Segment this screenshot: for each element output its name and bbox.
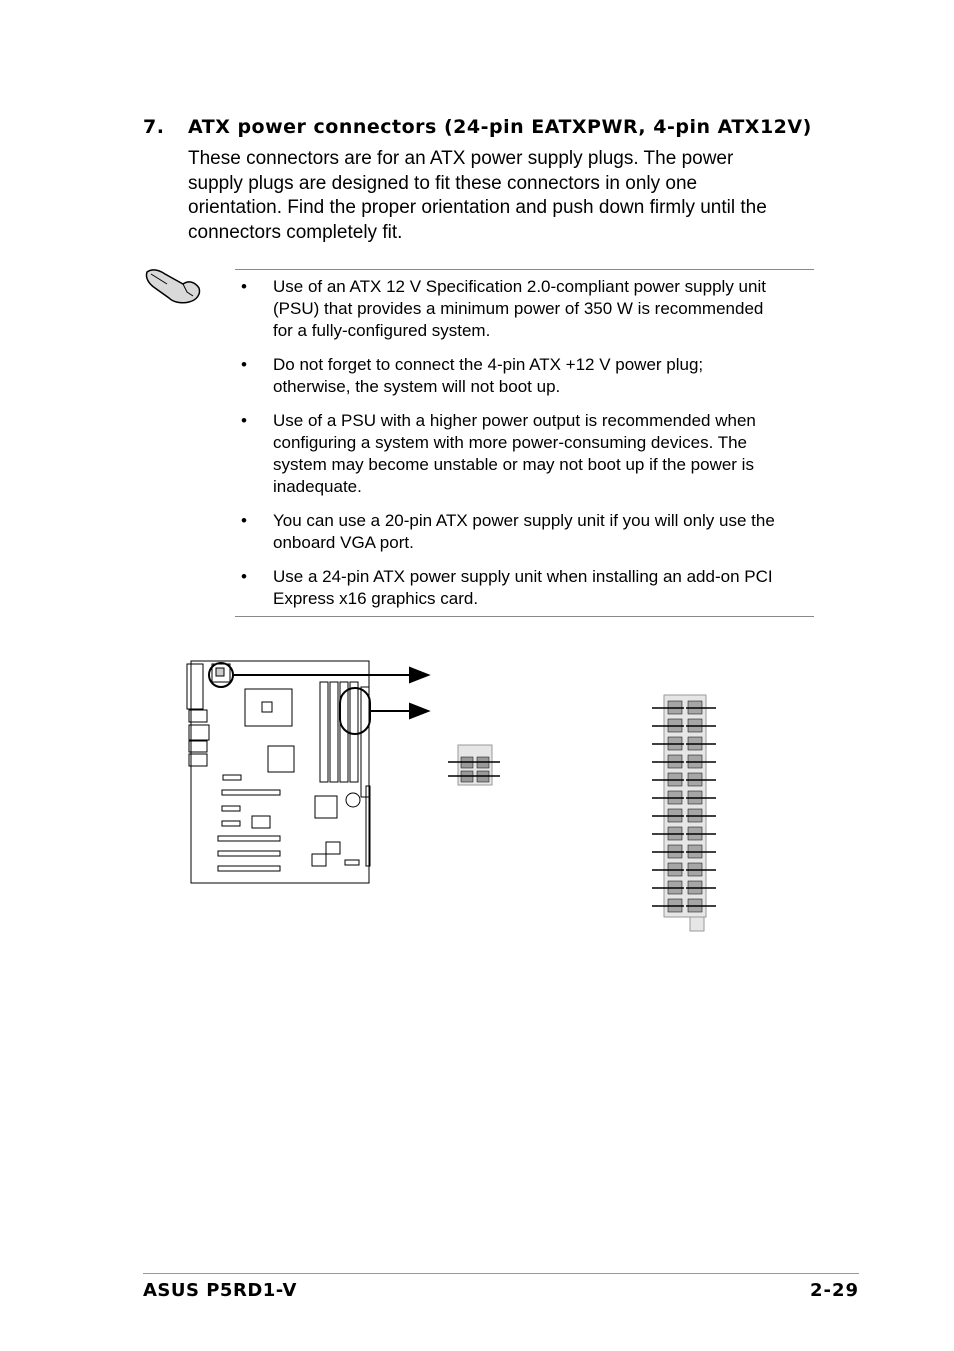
- note-line: onboard VGA port.: [273, 533, 414, 552]
- note-item: [235, 510, 805, 554]
- note-line: Do not forget to connect the 4-pin ATX +12 V power plug;: [273, 355, 704, 374]
- note-line: for a fully-configured system.: [273, 321, 491, 340]
- atx12v-connector: [448, 745, 500, 785]
- eatxpwr-connector: [652, 695, 716, 931]
- note-item: [235, 566, 805, 610]
- intro-line: These connectors are for an ATX power supply plugs. The power: [188, 148, 734, 169]
- note-line: (PSU) that provides a minimum power of 350 W is recommended: [273, 299, 764, 318]
- note-line: system may become unstable or may not boot up if the power is: [273, 455, 754, 474]
- intro-line: supply plugs are designed to fit these connectors in only one: [188, 172, 698, 194]
- section-heading: [143, 116, 812, 138]
- note-item: [235, 410, 805, 498]
- note-line: Use a 24-pin ATX power supply unit when installing an add-on PCI: [273, 567, 773, 586]
- bullet: •: [241, 355, 247, 374]
- pointing-hand-icon: [143, 262, 205, 306]
- note-line: inadequate.: [273, 477, 362, 496]
- note-bottom-rule: [235, 616, 814, 617]
- section-number: 7.: [143, 116, 165, 138]
- bullet: •: [241, 411, 247, 430]
- note-line: Use of an ATX 12 V Specification 2.0-compliant power supply unit: [273, 277, 766, 296]
- footer-rule: [143, 1273, 859, 1274]
- intro-paragraph: [188, 147, 813, 245]
- connector-latch: [690, 917, 704, 931]
- note-item: [235, 276, 805, 342]
- note-line: Use of a PSU with a higher power output is recommended when: [273, 411, 756, 430]
- bullet: •: [241, 567, 247, 586]
- note-line: You can use a 20-pin ATX power supply unit if you will only use the: [273, 511, 775, 530]
- eatxpwr-highlight: [340, 688, 370, 734]
- intro-line: connectors completely fit.: [188, 221, 403, 243]
- footer-product-name: ASUS P5RD1-V: [143, 1280, 297, 1301]
- note-box: [235, 276, 805, 622]
- footer-page-number: 2-29: [809, 1280, 859, 1301]
- bullet: •: [241, 511, 247, 530]
- bullet: •: [241, 277, 247, 296]
- intro-line: orientation. Find the proper orientation and push down firmly until the: [188, 197, 767, 218]
- note-line: configuring a system with more power-consuming devices. The: [273, 433, 748, 452]
- section-title: ATX power connectors (24-pin EATXPWR, 4-pin ATX12V): [188, 116, 812, 138]
- note-line: otherwise, the system will not boot up.: [273, 377, 561, 396]
- note-line: Express x16 graphics card.: [273, 589, 479, 608]
- note-item: [235, 354, 805, 398]
- connector-diagram: [0, 650, 954, 950]
- note-top-rule: [235, 269, 814, 270]
